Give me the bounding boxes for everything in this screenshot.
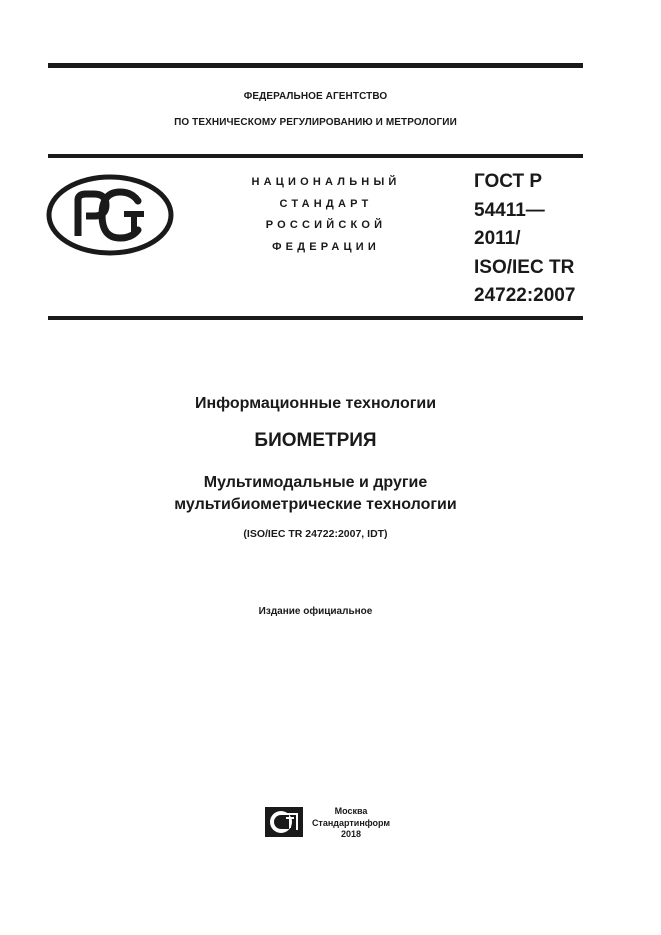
middle-rule [48,154,583,158]
designation-line: 54411— [474,199,545,221]
publisher-city: Москва [334,806,368,816]
publisher-year: 2018 [340,829,362,839]
standard-designation [474,168,575,311]
designation-line: 2011/ [474,228,521,249]
national-line: СТАНДАРТ [279,197,373,210]
subtitle-line-2: мультибиометрические технологии [174,496,457,513]
main-title: БИОМЕТРИЯ [254,430,377,451]
subtitle-line-1: Мультимодальные и другие [203,474,428,491]
agency-line-1: ФЕДЕРАЛЬНОЕ АГЕНТСТВО [243,91,388,102]
topic-title: Информационные технологии [194,395,437,412]
national-line: ФЕДЕРАЦИИ [272,240,380,253]
publisher-info [310,806,392,841]
publisher-name: Стандартинформ [311,817,391,828]
agency-line-2: ПО ТЕХНИЧЕСКОМУ РЕГУЛИРОВАНИЮ И МЕТРОЛОГИИ [174,117,457,128]
international-reference: (ISO/IEC TR 24722:2007, IDT) [243,528,388,540]
designation-line: ГОСТ Р [474,171,543,192]
rst-conformity-mark-icon [46,174,174,256]
national-line: РОССИЙСКОЙ [265,219,387,231]
bottom-rule [48,316,583,320]
national-line: НАЦИОНАЛЬНЫЙ [251,176,401,188]
edition-note: Издание официальное [258,606,373,617]
designation-line: 24722:2007 [474,285,576,306]
national-standard-label [226,172,426,258]
top-rule [48,63,583,68]
standartinform-logo-icon [264,806,304,838]
subtitle [48,472,583,516]
designation-line: ISO/IEC TR [474,256,575,278]
